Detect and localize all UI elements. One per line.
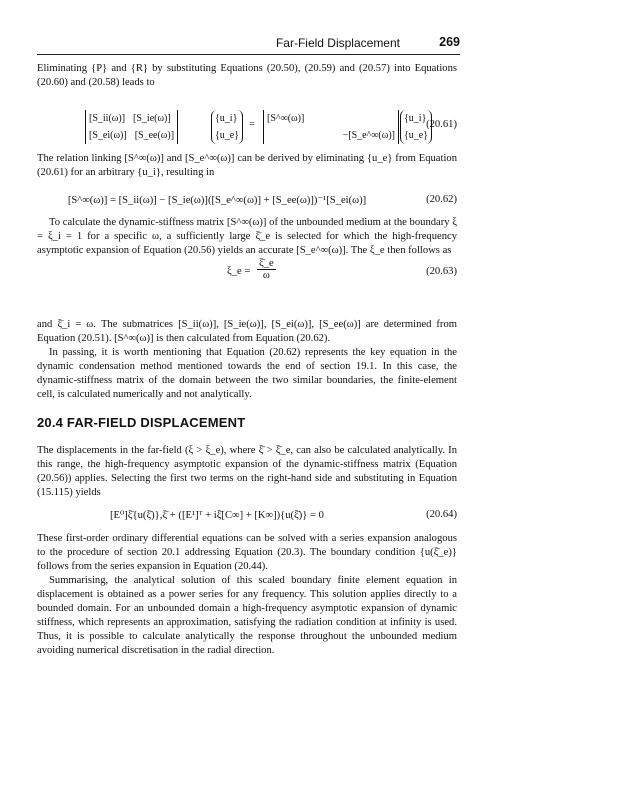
section-heading: 20.4 FAR-FIELD DISPLACEMENT — [37, 415, 246, 430]
vector-entry: {u_i} — [404, 113, 427, 124]
equation-lhs: ξ_e = — [227, 266, 251, 277]
equation-number: (20.63) — [426, 266, 457, 277]
equation-20-63 — [37, 258, 457, 288]
vector-u-left — [211, 110, 243, 144]
fraction-denominator: ω — [262, 270, 270, 281]
paragraph-relation: The relation linking [S^∞(ω)] and [S_e^∞(ω)] can be derived by eliminating {u_e} from Equation (20.61) for an arbitrary {u_i}, resulting in — [37, 153, 457, 178]
matrix-entry: [S_ee(ω)] — [134, 130, 175, 141]
matrix-rhs — [263, 110, 399, 144]
paragraph-eliminating: Eliminating {P} and {R} by substituting Equations (20.50), (20.59) and (20.57) into Equations (20.60) and (20.58) leads to — [37, 63, 457, 88]
matrix-entry: [S_ie(ω)] — [133, 113, 171, 124]
running-header — [37, 34, 460, 55]
matrix-entry: −[S_e^∞(ω)] — [342, 130, 395, 141]
equation-number: (20.64) — [426, 509, 457, 520]
vector-entry: {u_e} — [215, 130, 240, 141]
equation-body: [E⁰]ξ̄{u(ξ̄)},ξ̄ + ([E¹]ᵀ + iξ̄[C∞] + [K∞]){u(ξ̄)} = 0 — [110, 510, 324, 521]
equals-sign: = — [249, 119, 255, 130]
paragraph-displacements: The displacements in the far-field (ξ > ξ_e), where ξ̄ > ξ̄_e, can also be calculated analytically. In this range, the high-frequency asymptotic expansion of the dynamic-stiffness matrix (Equation (20.56)) applies. Selecting the first two terms on the right-hand side and substituting in Equation (15.115) yields — [37, 445, 457, 498]
vector-entry: {u_i} — [215, 113, 238, 124]
fraction — [257, 258, 276, 281]
equation-number: (20.61) — [426, 119, 457, 130]
running-title: Far-Field Displacement — [275, 36, 400, 50]
page-number: 269 — [439, 35, 460, 49]
matrix-s-blocks — [85, 110, 178, 144]
equation-20-64 — [37, 509, 457, 525]
matrix-entry: [S_ii(ω)] — [89, 113, 126, 124]
equation-number: (20.62) — [426, 194, 457, 205]
matrix-entry: [S_ei(ω)] — [89, 130, 127, 141]
equation-20-62 — [37, 194, 457, 210]
equation-20-61 — [37, 110, 457, 146]
paragraph-first-order: These first-order ordinary differential equations can be solved with a series expansion analogous to the procedure of section 20.1 addressing Equation (20.3). The boundary condition {u(ξ̄_e)} follows from the series expansion in Equation (20.44). — [37, 533, 457, 572]
matrix-entry: [S^∞(ω)] — [267, 113, 305, 124]
paragraph-calculate: To calculate the dynamic-stiffness matrix [S^∞(ω)] of the unbounded medium at the boundary ξ = ξ_i = 1 for a specific ω, a sufficiently large ξ̄_e is selected for which the high-frequency asymptotic expansion of Equation (20.56) yields an accurate [S_e^∞(ω)]. The ξ_e then follows as — [37, 217, 457, 256]
vector-entry: {u_e} — [404, 130, 429, 141]
paragraph-submatrices: and ξ̄_i = ω. The submatrices [S_ii(ω)], [S_ie(ω)], [S_ei(ω)], [S_ee(ω)] are determined from Equation (20.51). [S^∞(ω)] is then calculated from Equation (20.62). — [37, 319, 457, 344]
fraction-numerator: ξ̄_e — [259, 258, 274, 269]
paragraph-summarising: Summarising, the analytical solution of this scaled boundary finite element equation in displacement is obtained as a power series for any frequency. This solution applies directly to a bounded domain. For an unbounded domain a high-frequency asymptotic expansion of dynamic stiffness, which represents an approximation, satisfying the radiation condition at infinity is used. Thus, it is possible to calculate analytically the response throughout the unbounded medium avoiding numerical discretisation in the radial direction. — [37, 575, 457, 656]
paragraph-in-passing: In passing, it is worth mentioning that Equation (20.62) represents the key equation in the dynamic condensation method mentioned towards the end of section 19.1. In this case, the dynamic-stiffness matrix of the domain between the two similar boundaries, the finite-element cell, is calculated numerically and not analytically. — [37, 347, 457, 400]
equation-body: [S^∞(ω)] = [S_ii(ω)] − [S_ie(ω)]([S_e^∞(ω)] + [S_ee(ω)])⁻¹[S_ei(ω)] — [67, 195, 367, 206]
